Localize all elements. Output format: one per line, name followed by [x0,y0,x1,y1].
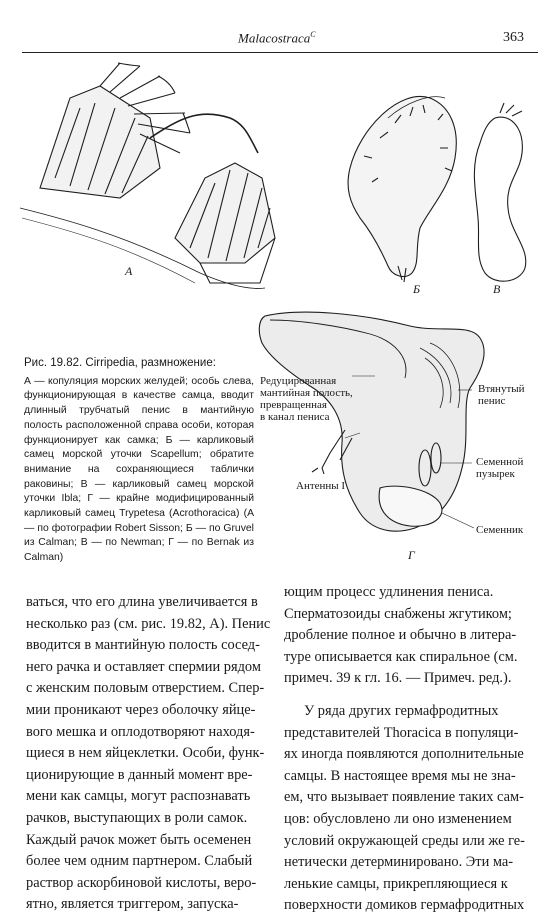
caption-title: Рис. 19.82. Cirripedia, размножение: [24,357,216,369]
text-line: У ряда других гермафродитных [304,702,499,719]
panel-c-drawing [474,103,525,281]
text-line: ях иногда появляются дополнительные [284,746,524,763]
label-line: Семенной [476,456,524,468]
text-line: мени как самцы, могут распознавать [26,788,251,805]
text-line: него рачка и оставляет спермии рядом [26,658,261,675]
label-line: превращенная [260,399,327,411]
panel-letter-b: Б [413,282,421,296]
text-line: рачков, выступающих в роли самок. [26,809,248,826]
panel-letter-c: В [493,282,501,296]
running-title-superscript: C [310,30,316,39]
panel-letter-a: А [125,264,133,278]
body-column-left [26,592,271,916]
text-line: ваться, что его длина увеличивается в [26,594,258,610]
page-number: 363 [503,30,524,45]
caption-text: А — копуляция морских желудей; особь слева, функционирующая в качестве самца, вводит длинный трубчатый пенис в мантийную полость расположенной справа особи, которая функционирует как самка; Б — карликовый самец морской уточки Scapellum; обратите внимание на сохраняющиеся таблички раковины; В — карликовый самец морской уточки Ibla; Г — крайне модифицированный карликовый самец Trypetesa (Acrothoracica) (А — по фотографии Robert Sisson; Б — по Gruvel из Calman; В — по Newman; Г — по Bernak из Calman) [24,375,254,564]
text-line: поверхности домиков гермафродитных [284,897,525,914]
text-line: нетически детерминировано. Эти ма- [284,854,514,871]
text-line: туре описывается как спиральное (см. [284,648,518,665]
header-rule [22,52,538,53]
text-line: примеч. 39 к гл. 16. — Примеч. ред.). [284,670,512,687]
text-line: дробление полное и обычно в литера- [284,627,517,644]
label-line: пенис [478,395,506,407]
text-line: раствор аскорбиновой кислоты, веро- [26,874,257,891]
label-line: Редуцированная [260,375,337,387]
text-line: ющим процесс удлинения пениса. [284,584,494,600]
text-line: вводится в мантийную полость сосед- [26,637,260,654]
text-line: представителей Thoracica в популяци- [284,724,519,741]
running-title [238,30,316,46]
text-line: Сперматозоиды снабжены жгутиком; [284,605,512,622]
figure-caption [24,356,254,566]
label-testis: Семенник [476,524,524,536]
text-line: ционирующие в данный момент вре- [26,766,253,783]
text-line: Каждый рачок может быть осеменен [26,831,252,848]
text-line: ятно, является триггером, запуска- [26,896,239,913]
text-line: с женским половым отверстием. Спер- [26,680,265,697]
body-column-right [284,582,538,917]
text-line: условий окружающей среды или же ге- [284,832,525,849]
label-line: пузырек [476,468,515,480]
label-line: Втянутый [478,383,525,395]
text-line: несколько раз (см. рис. 19.82, А). Пенис [26,615,271,632]
text-line: щиеся в нем яйцеклетки. Особи, функ- [26,745,265,762]
label-line: мантийная полость, [260,387,353,399]
text-line: самцы. В настоящее время мы не зна- [284,767,516,784]
text-line: ем, что вызывает появление таких сам- [284,789,524,806]
text-line: более чем одним партнером. Слабый [26,853,253,870]
panel-b-drawing [348,96,456,282]
text-line: вого мешка и оплодотворяют находя- [26,723,255,740]
label-antennae: Антенны I [296,480,346,492]
label-line: в канал пениса [260,411,330,423]
panel-letter-d: Г [408,548,415,562]
running-title-text: Malacostraca [238,30,311,46]
label-retracted-penis [478,383,525,407]
label-seminal-vesicle [476,456,523,480]
panel-a-drawing [20,63,275,288]
text-line: ленькие самцы, прикрепляющиеся к [284,875,508,892]
text-line: цов: обусловлено ли оно изменением [284,810,512,827]
label-reduced-mantle-cavity [260,375,353,423]
text-line: мии проникают через оболочку яйце- [26,701,256,718]
